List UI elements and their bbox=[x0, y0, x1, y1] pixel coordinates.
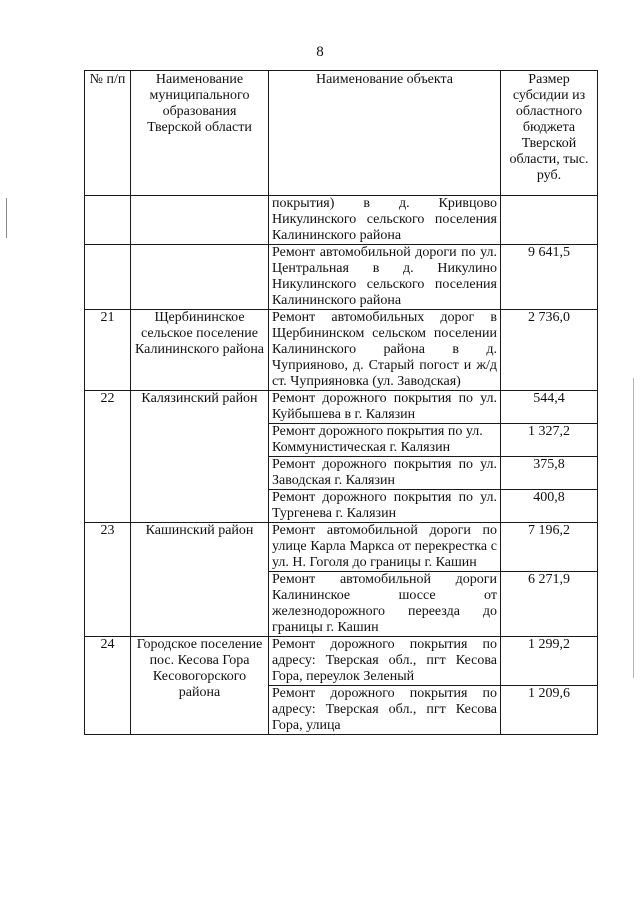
row-object: Ремонт автомобильной дороги Калининское шоссе от железнодорожного переезда до границы г. Кашин bbox=[269, 572, 501, 637]
table-row bbox=[85, 523, 598, 572]
row-municipality: Кашинский район bbox=[131, 523, 269, 637]
table-row bbox=[85, 310, 598, 391]
scan-mark-right bbox=[633, 378, 634, 678]
row-amount: 1 327,2 bbox=[501, 424, 598, 457]
row-amount: 1 209,6 bbox=[501, 686, 598, 735]
row-municipality: Калязинский район bbox=[131, 391, 269, 523]
header-municipality: Наименование муниципального образования Тверской области bbox=[131, 71, 269, 196]
row-object: Ремонт дорожного покрытия по ул. Коммунистическая г. Калязин bbox=[269, 424, 501, 457]
row-num: 24 bbox=[85, 637, 131, 735]
row-num: 21 bbox=[85, 310, 131, 391]
table-row bbox=[85, 391, 598, 424]
row-object: Ремонт автомобильной дороги по улице Карла Маркса от перекрестка с ул. Н. Гоголя до границы г. Кашин bbox=[269, 523, 501, 572]
row-amount: 400,8 bbox=[501, 490, 598, 523]
row-object: Ремонт дорожного покрытия по адресу: Тверская обл., пгт Кесова Гора, переулок Зеленый bbox=[269, 637, 501, 686]
row-object: Ремонт дорожного покрытия по ул. Заводская г. Калязин bbox=[269, 457, 501, 490]
row-amount bbox=[501, 196, 598, 245]
header-num: № п/п bbox=[85, 71, 131, 196]
row-amount: 544,4 bbox=[501, 391, 598, 424]
table-header-row bbox=[85, 71, 598, 196]
header-object: Наименование объекта bbox=[269, 71, 501, 196]
row-municipality: Городское поселение пос. Кесова Гора Кесовогорского района bbox=[131, 637, 269, 735]
row-num bbox=[85, 196, 131, 245]
table-row bbox=[85, 637, 598, 686]
row-amount: 9 641,5 bbox=[501, 245, 598, 310]
page-number: 8 bbox=[316, 44, 324, 60]
row-amount: 6 271,9 bbox=[501, 572, 598, 637]
header-amount: Размер субсидии из областного бюджета Тверской области, тыс. руб. bbox=[501, 71, 598, 196]
row-amount: 2 736,0 bbox=[501, 310, 598, 391]
row-num bbox=[85, 245, 131, 310]
row-object: Ремонт дорожного покрытия по адресу: Тверская обл., пгт Кесова Гора, улица bbox=[269, 686, 501, 735]
row-amount: 375,8 bbox=[501, 457, 598, 490]
row-object: Ремонт дорожного покрытия по ул. Куйбышева в г. Калязин bbox=[269, 391, 501, 424]
row-object: Ремонт автомобильных дорог в Щербининском сельском поселении Калининского района в д. Чуприяново, д. Старый погост и ж/д ст. Чуприяновка (ул. Заводская) bbox=[269, 310, 501, 391]
row-object: покрытия) в д. Кривцово Никулинского сельского поселения Калининского района bbox=[269, 196, 501, 245]
row-num: 23 bbox=[85, 523, 131, 637]
row-object: Ремонт автомобильной дороги по ул. Центральная в д. Никулино Никулинского сельского поселения Калининского района bbox=[269, 245, 501, 310]
table-row bbox=[85, 245, 598, 310]
table-row bbox=[85, 196, 598, 245]
row-object: Ремонт дорожного покрытия по ул. Тургенева г. Калязин bbox=[269, 490, 501, 523]
row-num: 22 bbox=[85, 391, 131, 523]
row-amount: 7 196,2 bbox=[501, 523, 598, 572]
subsidy-table bbox=[84, 70, 598, 735]
row-municipality: Щербининское сельское поселение Калининского района bbox=[131, 310, 269, 391]
row-amount: 1 299,2 bbox=[501, 637, 598, 686]
row-municipality bbox=[131, 245, 269, 310]
row-municipality bbox=[131, 196, 269, 245]
scan-mark-left bbox=[6, 198, 7, 238]
